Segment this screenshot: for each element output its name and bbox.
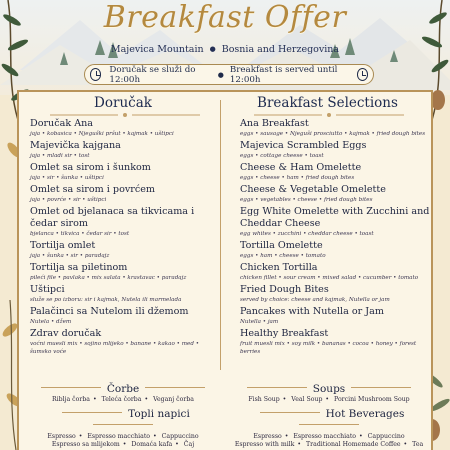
menu-item-description: egg whites • zucchini • cheddar cheese • toast	[240, 231, 374, 237]
soup-item: Teleća čorba	[101, 396, 142, 403]
menu-item	[240, 240, 435, 260]
menu-item	[30, 262, 215, 282]
drinks-section-bs	[28, 408, 218, 448]
soup-item: Veal Soup	[291, 396, 323, 403]
divider-line	[260, 412, 320, 413]
divider-line	[351, 387, 411, 388]
drink-item: Cappuccino	[367, 433, 405, 440]
drink-item: Espresso sa mlijekom	[51, 441, 120, 448]
menu-item-description: Nutela • džem	[30, 319, 72, 325]
drinks-title-en: Hot Beverages	[325, 408, 405, 420]
menu-item-description: eggs • vegetables • cheese • fried dough bites	[240, 197, 373, 203]
drink-item: Čaj	[183, 441, 195, 448]
menu-item-description: chicken fillet • sour cream • mixed salad • cucumber • tomato	[240, 275, 419, 281]
soups-items-en: Fish Soup • Veal Soup • Porcini Mushroom Soup	[248, 396, 410, 403]
menu-item-description: fruit muesli mix • soy milk • bananas • cocoa • honey • forest berries	[240, 341, 417, 355]
menu-item-name: Doručak Ana	[30, 118, 94, 129]
menu-item-description: jaja • sir • šunka • uštipci	[30, 175, 104, 181]
menu-item-description: služe se po izboru: sir i kajmak, Nutela ili marmelada	[30, 297, 182, 303]
drink-item: Traditional Homemade Coffee	[306, 441, 401, 448]
serving-time-en: Breakfast is served until 12:00h	[229, 64, 338, 85]
menu-item-description: eggs • ham • cheese • tomato	[240, 253, 326, 259]
menu-item	[240, 262, 435, 282]
drink-item: Espresso	[47, 433, 76, 440]
menu-item-description: voćni muesli mix • sojino mlijeko • banane • kakao • med • šumsko voće	[30, 341, 199, 355]
soups-title-bs: Čorbe	[106, 383, 140, 395]
clock-icon	[90, 68, 101, 81]
menu-item	[30, 118, 215, 138]
menu-item-name: Omlet sa sirom i povrćem	[30, 184, 155, 195]
divider-line	[247, 387, 307, 388]
menu-item	[30, 140, 215, 160]
soup-item: Porcini Mushroom Soup	[334, 396, 410, 403]
menu-item-name: Tortilla Omelette	[240, 240, 323, 251]
menu-item-description: jaja • šunka • sir • paradajz	[30, 253, 110, 259]
drink-item: Tea	[412, 441, 424, 448]
menu-item-name: Healthy Breakfast	[240, 328, 329, 339]
divider-line	[41, 387, 101, 388]
menu-item-name: Fried Dough Bites	[240, 284, 329, 295]
menu-item-name: Majevička kajgana	[30, 140, 121, 151]
menu-item	[240, 306, 435, 326]
soup-item: Veganj čorba	[153, 396, 194, 403]
menu-item-name: Zdrav doručak	[30, 328, 102, 339]
column-title-en: Breakfast Selections	[257, 95, 398, 111]
divider-line	[299, 424, 359, 425]
soups-section-bs	[28, 383, 218, 403]
menu-item	[30, 184, 215, 204]
menu-item-name: Tortilja sa piletinom	[30, 262, 128, 273]
menu-item	[30, 284, 215, 304]
menu-item	[30, 240, 215, 260]
menu-item-name: Omlet od bjelanaca sa tikvicama i čedar sirom	[30, 206, 195, 229]
menu-item	[240, 162, 435, 182]
menu-item-name: Palačinci sa Nutelom ili džemom	[30, 306, 189, 317]
drink-item: Domaća kafa	[131, 441, 173, 448]
menu-item-description: jaja • povrće • sir • uštipci	[30, 197, 107, 203]
drinks-title-bs: Topli napici	[128, 408, 190, 420]
menu-item	[240, 118, 435, 138]
menu-item	[30, 306, 215, 326]
serving-time-banner	[84, 64, 374, 85]
location-country: Bosnia and Herzegovina	[221, 44, 340, 55]
menu-item-description: eggs • cheese • ham • fried dough bites	[240, 175, 355, 181]
divider-line	[145, 387, 205, 388]
menu-item-description: eggs • cottage cheese • toast	[240, 153, 324, 159]
menu-item-description: bjelanca • tikvica • čedar sir • tost	[30, 231, 130, 237]
soup-item: Riblja čorba	[52, 396, 90, 403]
menu-item-description: pileći file • pavlaka • mix salata • krastavac • paradajz	[30, 275, 187, 281]
menu-item	[240, 184, 435, 204]
drinks-section-en	[230, 408, 428, 448]
menu-item-name: Cheese & Ham Omelette	[240, 162, 362, 173]
soups-title-en: Soups	[312, 383, 346, 395]
bullet-icon: ●	[217, 70, 224, 79]
menu-item-name: Cheese & Vegetable Omelette	[240, 184, 386, 195]
menu-item-name: Tortilja omlet	[30, 240, 96, 251]
menu-item-name: Chicken Tortilla	[240, 262, 318, 273]
menu-item	[30, 206, 215, 238]
menu-item-name: Egg White Omelette with Zucchini and Cheddar Cheese	[240, 206, 430, 229]
soups-items-bs: Riblja čorba • Teleća čorba • Veganj čorba	[52, 396, 194, 403]
menu-item	[240, 140, 435, 160]
drinks-row2-en: Espresso with milk • Traditional Homemade Coffee • Tea	[234, 441, 424, 448]
soups-section-en	[230, 383, 428, 403]
drink-item: Espresso macchiato	[87, 433, 151, 440]
menu-item-description: jaja • kobasica • Njeguški pršut • kajmak • uštipci	[30, 131, 174, 137]
drinks-row2-bs: Espresso sa mlijekom • Domaća kafa • Čaj	[51, 441, 195, 448]
drink-item: Espresso with milk	[234, 441, 295, 448]
drinks-row1-bs: Espresso • Espresso macchiato • Cappuccino	[47, 433, 199, 440]
menu-item	[30, 328, 215, 356]
menu-item-name: Omlet sa sirom i šunkom	[30, 162, 151, 173]
column-divider	[220, 100, 221, 370]
menu-item-name: Majevica Scrambled Eggs	[240, 140, 367, 151]
menu-item-description: Nutella • jam	[240, 319, 279, 325]
menu-item-description: served by choice: cheese and kajmak, Nutella or jam	[240, 297, 390, 303]
menu-item-description: jaja • mladi sir • tost	[30, 153, 90, 159]
divider-line	[93, 424, 153, 425]
menu-item	[30, 162, 215, 182]
menu-item	[240, 328, 435, 356]
menu-item-name: Pancakes with Nutella or Jam	[240, 306, 384, 317]
divider-line	[62, 412, 122, 413]
drink-item: Espresso macchiato	[293, 433, 357, 440]
location-mountain: Majevica Mountain	[110, 44, 204, 55]
menu-title: Breakfast Offer	[103, 0, 347, 35]
menu-item-name: Uštipci	[30, 284, 65, 295]
bullet-icon: ●	[209, 45, 216, 53]
clock-icon	[357, 68, 368, 81]
drink-item: Cappuccino	[161, 433, 199, 440]
menu-item-description: eggs • sausage • Njeguši prosciutto • kajmak • fried dough bites	[240, 131, 426, 137]
soup-item: Fish Soup	[248, 396, 280, 403]
location-line	[0, 44, 450, 55]
drinks-row1-en: Espresso • Espresso macchiato • Cappuccino	[253, 433, 405, 440]
column-title-bs: Doručak	[94, 95, 152, 111]
menu-list-en	[240, 118, 435, 358]
menu-item	[240, 206, 435, 238]
menu-item-name: Ana Breakfast	[240, 118, 309, 129]
menu-item	[240, 284, 435, 304]
menu-list-bs	[30, 118, 215, 358]
serving-time-bs: Doručak se služi do 12:00h	[109, 64, 196, 85]
drink-item: Espresso	[253, 433, 282, 440]
